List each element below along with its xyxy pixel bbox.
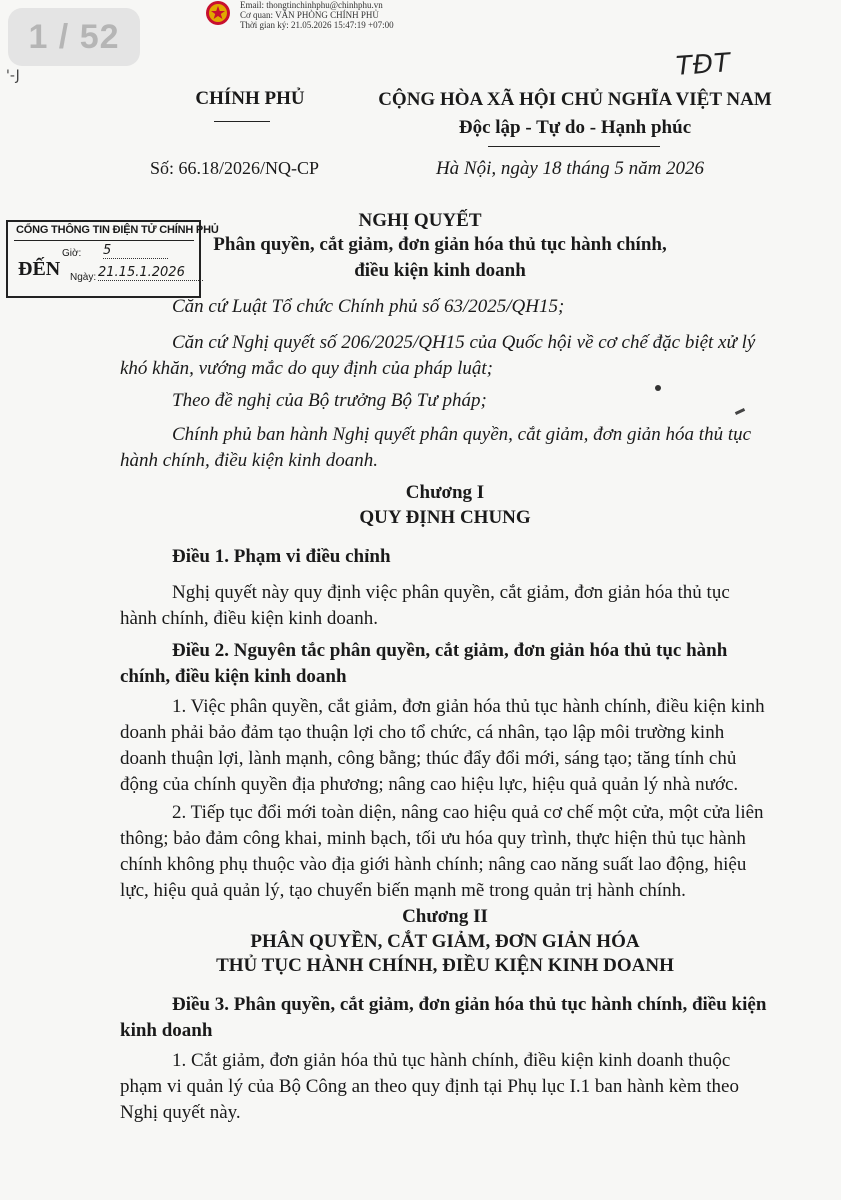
article-3-clause-1: 1. Cắt giảm, đơn giản hóa thủ tục hành chính, điều kiện kinh doanh thuộc phạm vi quản lý của Bộ Công an theo quy định tại Phụ lục I.1 ban hành kèm theo Nghị quyết này.: [120, 1050, 739, 1123]
basis-1: Căn cứ Luật Tổ chức Chính phủ số 63/2025/QH15;: [172, 296, 565, 317]
national-emblem-icon: [205, 0, 231, 26]
basis-2: Căn cứ Nghị quyết số 206/2025/QH15 của Quốc hội về cơ chế đặc biệt xử lý khó khăn, vướng mắc do quy định của pháp luật;: [120, 332, 756, 379]
digital-signature-info: [240, 0, 394, 30]
article-2-clause-1: 1. Việc phân quyền, cắt giảm, đơn giản hóa thủ tục hành chính, điều kiện kinh doanh phải bảo đảm tạo thuận lợi cho tổ chức, cá nhân, tạo lập môi trường kinh doanh thuận lợi, lành mạnh, công bằng; thúc đẩy đổi mới, sáng tạo; tăng tính chủ động của chính quyền địa phương; nâng cao hiệu lực, hiệu quả quản lý nhà nước.: [120, 696, 765, 795]
national-header: [355, 86, 795, 142]
issuing-agency: CHÍNH PHỦ: [195, 88, 305, 109]
chapter-2-title-line1: PHÂN QUYỀN, CẮT GIẢM, ĐƠN GIẢN HÓA: [250, 931, 640, 952]
stamp-time-label: Giờ:: [62, 248, 82, 259]
stamp-den: ĐẾN: [18, 258, 61, 280]
received-stamp: [6, 220, 219, 298]
stamp-divider: [14, 240, 194, 241]
basis-3: Theo đề nghị của Bộ trưởng Bộ Tư pháp;: [172, 390, 487, 411]
document-title: [205, 232, 675, 284]
document-title-line1: Phân quyền, cắt giảm, đơn giản hóa thủ tục hành chính,: [213, 234, 667, 255]
stamp-date-label: Ngày:: [70, 272, 97, 283]
page-counter: 1 / 52: [8, 8, 140, 66]
place-date: Hà Nội, ngày 18 tháng 5 năm 2026: [435, 158, 705, 179]
article-3-title: Điều 3. Phân quyền, cắt giảm, đơn giản hóa thủ tục hành chính, điều kiện kinh doanh: [120, 994, 767, 1041]
motto-underline: [488, 146, 660, 147]
article-1-title: Điều 1. Phạm vi điều chỉnh: [172, 546, 391, 567]
scan-speck: [655, 385, 661, 391]
nation-name: CỘNG HÒA XÃ HỘI CHỦ NGHĨA VIỆT NAM: [378, 89, 772, 110]
national-motto: Độc lập - Tự do - Hạnh phúc: [458, 117, 692, 138]
stamp-title: CỔNG THÔNG TIN ĐIỆN TỬ CHÍNH PHỦ: [16, 224, 219, 236]
handwritten-note: TĐT: [675, 48, 732, 82]
stamp-time-value: 5: [103, 243, 168, 259]
stamp-date-value: 21.15.1.2026: [98, 265, 203, 281]
chapter-2-label: Chương II: [402, 906, 488, 927]
chapter-2-title-line2: THỦ TỤC HÀNH CHÍNH, ĐIỀU KIỆN KINH DOANH: [216, 955, 674, 976]
basis-4: Chính phủ ban hành Nghị quyết phân quyền, cắt giảm, đơn giản hóa thủ tục hành chính, điều kiện kinh doanh.: [120, 424, 752, 471]
article-2-clause-2: 2. Tiếp tục đổi mới toàn diện, nâng cao hiệu quả cơ chế một cửa, một cửa liên thông; bảo đảm công khai, minh bạch, tối ưu hóa quy trình, thực hiện thủ tục hành chính không phụ thuộc vào địa giới hành chính; nâng cao năng suất lao động, hiệu lực, hiệu quả quản lý, tạo chuyển biến mạnh mẽ trong quản trị hành chính.: [120, 802, 764, 901]
signature-email: Email: thongtinchinhphu@chinhphu.vn: [240, 0, 383, 10]
signature-agency: Cơ quan: VĂN PHÒNG CHÍNH PHỦ: [240, 10, 379, 20]
chapter-1-label: Chương I: [405, 482, 485, 503]
document-type: NGHỊ QUYẾT: [358, 210, 482, 231]
article-1-text: Nghị quyết này quy định việc phân quyền, cắt giảm, đơn giản hóa thủ tục hành chính, điều kiện kinh doanh.: [120, 582, 730, 629]
agency-underline: [214, 121, 270, 122]
signature-time: Thời gian ký: 21.05.2026 15:47:19 +07:00: [240, 20, 394, 30]
document-number: Số: 66.18/2026/NQ-CP: [150, 158, 320, 178]
chapter-1-title: QUY ĐỊNH CHUNG: [359, 507, 531, 528]
document-title-line2: điều kiện kinh doanh: [354, 260, 526, 281]
article-2-title: Điều 2. Nguyên tắc phân quyền, cắt giảm, đơn giản hóa thủ tục hành chính, điều kiện kinh doanh: [120, 640, 728, 687]
handwritten-mark: '-J: [6, 68, 20, 84]
